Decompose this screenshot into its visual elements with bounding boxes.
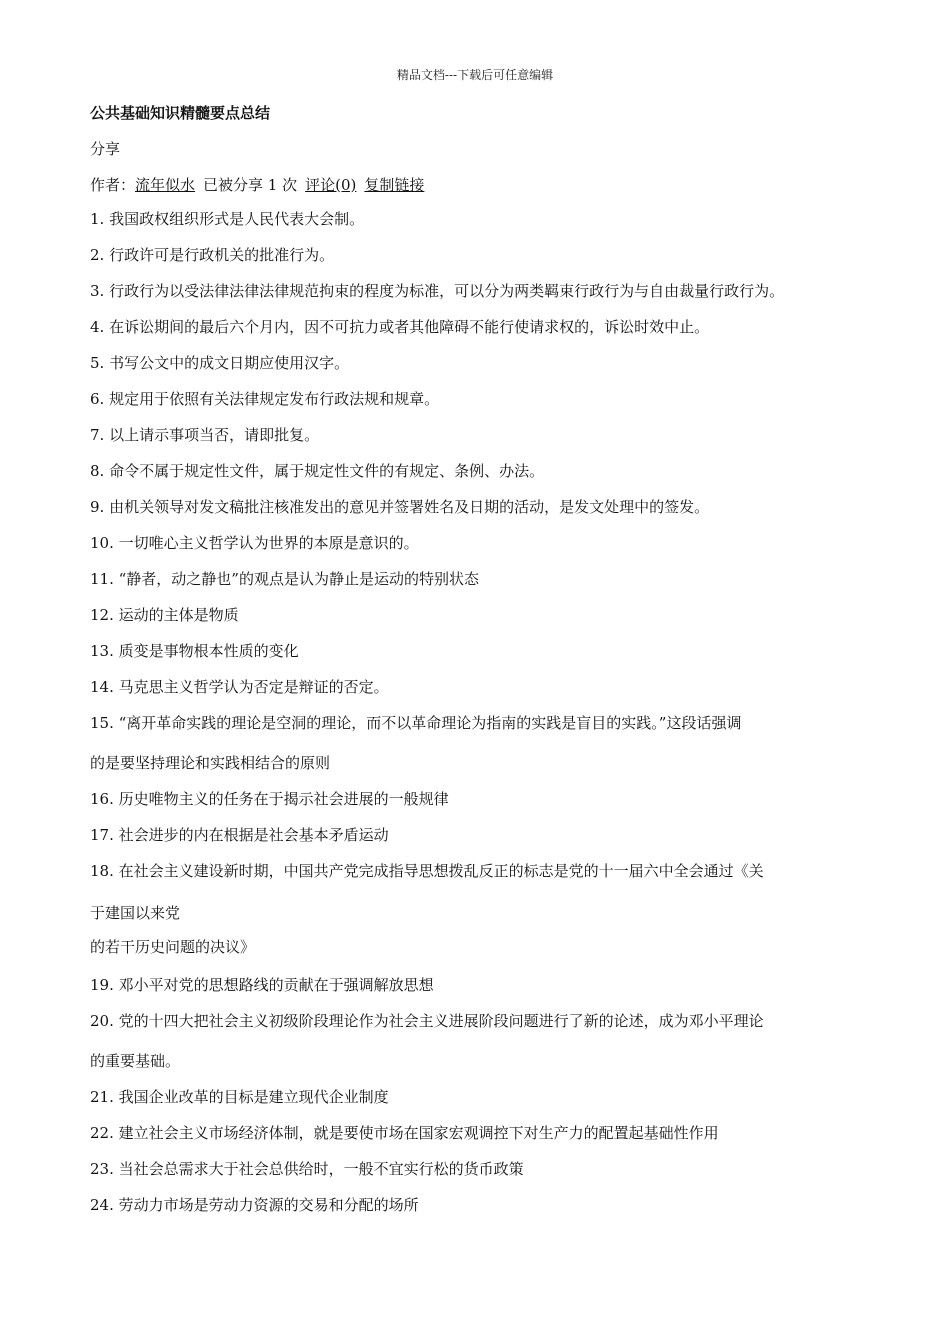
author-link[interactable]: 流年似水 [135,176,196,194]
comments-link[interactable]: 评论(0) [305,176,357,194]
list-item: 7. 以上请示事项当否，请即批复。 [90,426,320,444]
list-item: 16. 历史唯物主义的任务在于揭示社会进展的一般规律 [90,790,449,808]
copy-link[interactable]: 复制链接 [364,176,425,194]
list-item-continued: 的重要基础。 [90,1052,181,1070]
list-item: 9. 由机关领导对发文稿批注核准发出的意见并签署姓名及日期的活动，是发文处理中的签发。 [90,498,710,516]
page-header: 精品文档---下载后可任意编辑 [396,68,554,82]
share-label: 分享 [90,140,121,158]
document-title: 公共基础知识精髓要点总结 [90,104,271,122]
author-prefix: 作者： [90,176,136,194]
list-item: 18. 在社会主义建设新时期，中国共产党完成指导思想拨乱反正的标志是党的十一届六中全会通过《关 [90,862,764,880]
list-item-continued: 的若干历史问题的决议》 [90,938,256,956]
list-item: 21. 我国企业改革的目标是建立现代企业制度 [90,1088,389,1106]
list-item: 23. 当社会总需求大于社会总供给时，一般不宜实行松的货币政策 [90,1160,524,1178]
list-item: 1. 我国政权组织形式是人民代表大会制。 [90,210,365,228]
list-item: 15. “离开革命实践的理论是空洞的理论，而不以革命理论为指南的实践是盲目的实践。”这段话强调 [90,714,742,732]
list-item: 20. 党的十四大把社会主义初级阶段理论作为社会主义进展阶段问题进行了新的论述，成为邓小平理论 [90,1012,764,1030]
meta-line [90,174,424,195]
list-item: 3. 行政行为以受法律法律法律规范拘束的程度为标准，可以分为两类羁束行政行为与自由裁量行政行为。 [90,282,785,300]
list-item: 11. “静者，动之静也”的观点是认为静止是运动的特别状态 [90,570,479,588]
list-item-continued: 于建国以来党 [90,904,181,922]
list-item: 12. 运动的主体是物质 [90,606,239,624]
list-item: 2. 行政许可是行政机关的批准行为。 [90,246,335,264]
share-count: 已被分享 1 次 [203,176,298,194]
list-item: 17. 社会进步的内在根据是社会基本矛盾运动 [90,826,389,844]
list-item: 14. 马克思主义哲学认为否定是辩证的否定。 [90,678,389,696]
list-item: 5. 书写公文中的成文日期应使用汉字。 [90,354,350,372]
list-item-continued: 的是要坚持理论和实践相结合的原则 [90,754,331,772]
list-item: 24. 劳动力市场是劳动力资源的交易和分配的场所 [90,1196,419,1214]
list-item: 8. 命令不属于规定性文件，属于规定性文件的有规定、条例、办法。 [90,462,545,480]
list-item: 13. 质变是事物根本性质的变化 [90,642,299,660]
list-item: 6. 规定用于依照有关法律规定发布行政法规和规章。 [90,390,440,408]
list-item: 10. 一切唯心主义哲学认为世界的本原是意识的。 [90,534,419,552]
list-item: 4. 在诉讼期间的最后六个月内，因不可抗力或者其他障碍不能行使请求权的，诉讼时效中止。 [90,318,710,336]
list-item: 19. 邓小平对党的思想路线的贡献在于强调解放思想 [90,976,434,994]
list-item: 22. 建立社会主义市场经济体制，就是要使市场在国家宏观调控下对生产力的配置起基础性作用 [90,1124,719,1142]
